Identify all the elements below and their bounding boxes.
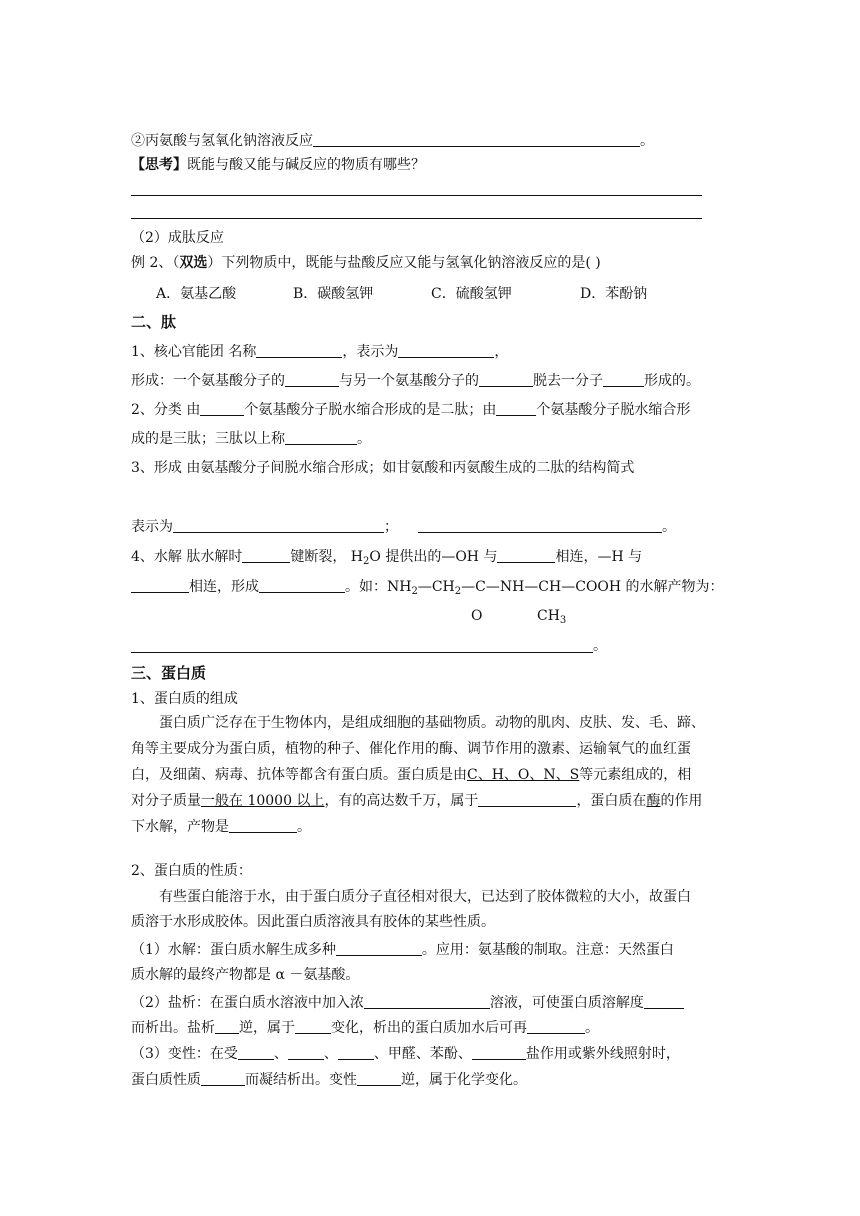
elements-underlined: C、H、O、N、S [467, 767, 580, 783]
answer-blank[interactable] [338, 1045, 374, 1060]
answer-blank[interactable] [497, 548, 555, 563]
think-label: 【思考】 [131, 157, 187, 173]
protein-para-1-line-1: 蛋白质广泛存在于生物体内，是组成细胞的基础物质。动物的肌肉、皮肤、发、毛、蹄、 [159, 715, 705, 731]
example-2: 例 2、（双选）下列物质中，既能与盐酸反应又能与氢氧化钠溶液反应的是( ) [131, 255, 601, 271]
option-d[interactable]: D．苯酚钠 [580, 286, 648, 302]
answer-blank[interactable] [478, 792, 576, 807]
answer-blank[interactable] [472, 1045, 526, 1060]
answer-blank[interactable] [201, 1071, 245, 1086]
answer-blank[interactable] [295, 1019, 331, 1034]
answer-blank[interactable] [398, 343, 494, 358]
answer-blank[interactable] [259, 578, 345, 593]
peptide-line-2: 形成：一个氨基酸分子的 与另一个氨基酸分子的 脱去一分子 形成的。 [131, 373, 700, 389]
protein-para-2-line-2: 质溶于水形成胶体。因此蛋白质溶液具有胶体的某些性质。 [131, 914, 495, 930]
option-b[interactable]: B．碳酸氢钾 [293, 286, 374, 302]
option-c[interactable]: C．硫酸氢钾 [431, 286, 512, 302]
question-text: ②丙氨酸与氢氧化钠溶液反应 [131, 133, 313, 149]
answer-blank[interactable] [242, 548, 290, 563]
section-heading-protein: 三、蛋白质 [131, 664, 207, 682]
protein-sub-1: 1、蛋白质的组成 [131, 691, 238, 707]
answer-blank[interactable] [496, 401, 536, 416]
option-a[interactable]: A．氨基乙酸 [156, 286, 237, 302]
answer-blank[interactable] [285, 372, 339, 387]
protein-para-1-line-2: 角等主要成分为蛋白质，植物的种子、催化作用的酶、调节作用的激素、运输氧气的血红蛋 [131, 741, 691, 757]
peptide-line-8: 相连，形成 。如：$NH_2—CH_2—C—NH—CH—COOH$ 的水解产物为： [131, 578, 724, 601]
answer-blank[interactable] [357, 1071, 401, 1086]
answer-blank[interactable] [336, 941, 422, 956]
formula-methyl: $CH_3$ [537, 608, 567, 626]
protein-para-2-line-1: 有些蛋白能溶于水，由于蛋白质分子直径相对很大，已达到了胶体微粒的大小，故蛋白 [159, 889, 691, 905]
property-hydrolysis: （1）水解：蛋白质水解生成多种 。应用：氨基酸的制取。注意：天然蛋白 [131, 942, 674, 958]
think-text: 既能与酸又能与碱反应的物质有哪些？ [187, 157, 425, 173]
answer-blank[interactable] [238, 1045, 274, 1060]
protein-para-1-line-3: 白，及细菌、病毒、抗体等都含有蛋白质。蛋白质是由C、H、O、N、S等元素组成的，相 [131, 767, 692, 783]
answer-blank[interactable] [256, 343, 342, 358]
peptide-line-6: 表示为 ； 。 [131, 519, 676, 535]
peptide-line-7: 4、水解 肽水解时 键断裂， $H_2O$ 提供出的—OH 与 相连，—H 与 [131, 549, 643, 567]
question-line-2: ②丙氨酸与氢氧化钠溶液反应 。 [131, 133, 654, 149]
property-salting-out: （2）盐析：在蛋白质水溶液中加入浓 溶液，可使蛋白质溶解度 [131, 994, 684, 1012]
protein-sub-2: 2、蛋白质的性质： [131, 863, 252, 879]
answer-blank[interactable] [173, 518, 384, 533]
subsection-title: （2）成肽反应 [131, 230, 224, 246]
answer-blank[interactable] [644, 994, 684, 1009]
answer-blank[interactable] [215, 1019, 239, 1034]
answer-blank[interactable] [131, 578, 189, 593]
answer-line-3[interactable] [131, 652, 593, 653]
peptide-line-5: 3、形成 由氨基酸分子间脱水缩合形成；如甘氨酸和丙氨酸生成的二肽的结构简式 [131, 460, 635, 476]
think-line [131, 156, 425, 174]
answer-blank[interactable] [313, 132, 640, 147]
answer-blank[interactable] [285, 430, 357, 445]
answer-blank[interactable] [364, 994, 490, 1009]
answer-blank[interactable] [418, 518, 662, 533]
protein-para-1-line-4: 对分子质量一般在 10000 以上，有的高达数千万，属于 ，蛋白质在酶的作用 [131, 793, 703, 809]
peptide-line-4: 成的是三肽；三肽以上称 。 [131, 431, 371, 447]
answer-blank[interactable] [527, 1019, 585, 1034]
peptide-line-3: 2、分类 由 个氨基酸分子脱水缩合形成的是二肽；由 个氨基酸分子脱水缩合形 [131, 402, 691, 418]
property-denaturation: （3）变性：在受 、 、 、甲醛、苯酚、 盐作用或紫外线照射时， [131, 1046, 680, 1062]
property-hydrolysis-note: 质水解的最终产物都是 α －氨基酸。 [131, 967, 360, 983]
property-denaturation-2: 蛋白质性质 而凝结析出。变性 逆，属于化学变化。 [131, 1072, 527, 1088]
answer-line-2[interactable] [131, 218, 702, 219]
protein-para-1-line-5: 下水解，产物是 。 [131, 819, 311, 835]
answer-blank[interactable] [479, 372, 533, 387]
answer-line-1[interactable] [131, 195, 702, 196]
answer-blank[interactable] [200, 401, 244, 416]
peptide-line-1: 1、核心官能团 名称 ，表示为 ， [131, 344, 509, 360]
answer-blank[interactable] [288, 1045, 324, 1060]
double-choice-tag: 双选 [179, 255, 208, 271]
answer-blank[interactable] [229, 818, 297, 833]
section-heading-peptide: 二、肽 [131, 313, 177, 331]
property-salting-out-2: 而析出。盐析 逆，属于 变化，析出的蛋白质加水后可再 。 [131, 1020, 599, 1036]
answer-blank[interactable] [603, 372, 644, 387]
formula-oxygen: O [471, 608, 483, 624]
